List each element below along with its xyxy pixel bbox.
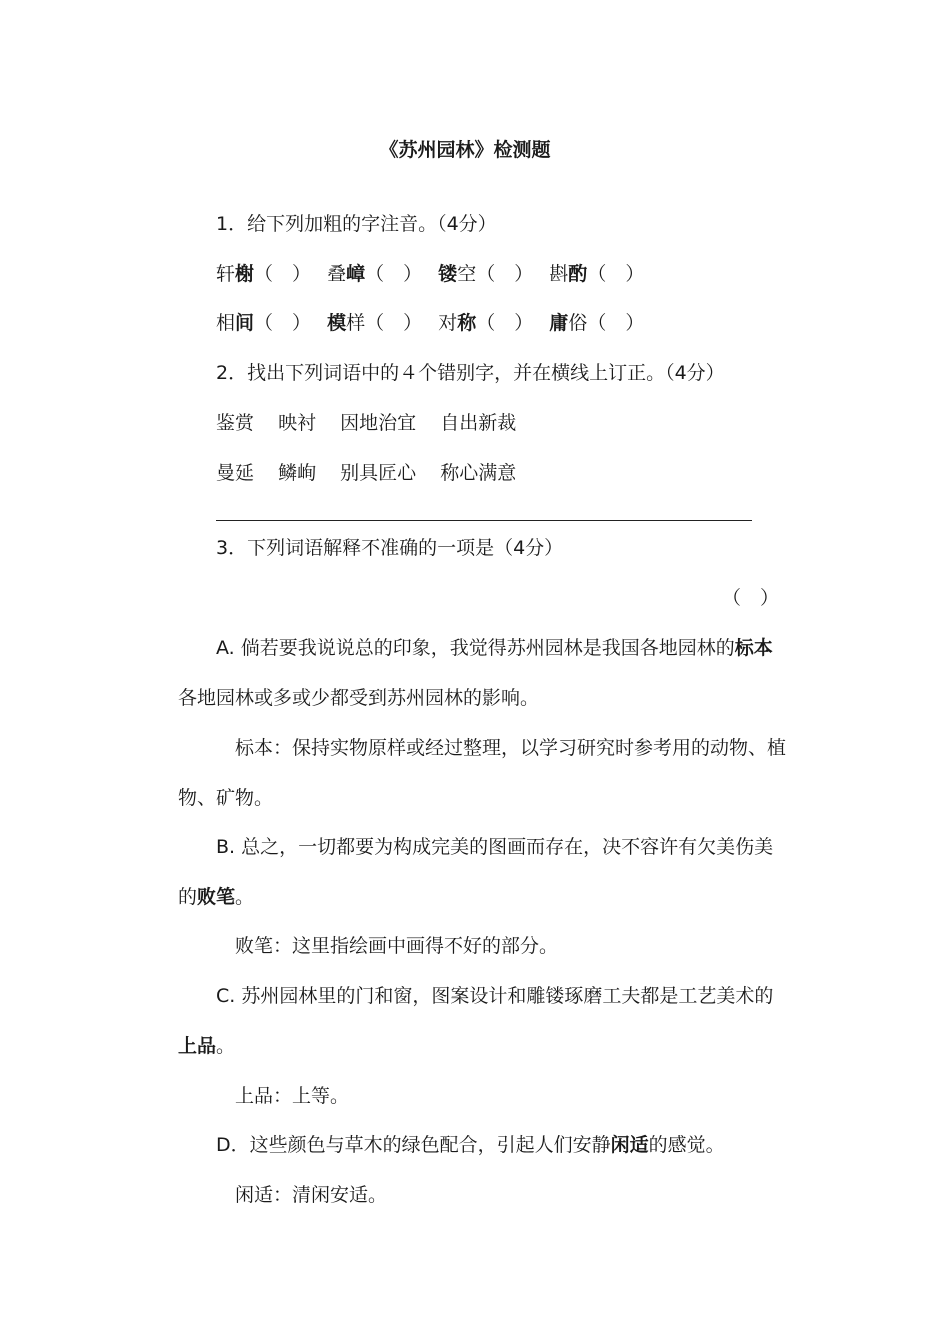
word-item: 鉴赏 (216, 412, 255, 434)
question-1-row-2 (216, 311, 644, 335)
option-c-explain: 上品：上等。 (235, 1085, 350, 1107)
option-d-line-1: D．这些颜色与草木的绿色配合，引起人们安静闲适的感觉。 (216, 1134, 725, 1156)
answer-paren: （ ） (476, 312, 534, 334)
question-2-words-row-2 (216, 461, 516, 485)
answer-paren: （ ） (587, 263, 645, 285)
word-item: 映衬 (278, 412, 317, 434)
option-b-explain: 败笔：这里指绘画中画得不好的部分。 (235, 935, 559, 957)
pinyin-item: 相间（ ） (216, 312, 312, 334)
word-item: 别具匠心 (340, 462, 417, 484)
answer-paren: （ ） (587, 312, 645, 334)
pinyin-item: 轩榭（ ） (216, 263, 312, 285)
option-a-explain-1: 标本：保持实物原样或经过整理，以学习研究时参考用的动物、植 (235, 737, 787, 759)
option-a-line-1: A. 倘若要我说说总的印象，我觉得苏州园林是我国各地园林的标本 (216, 637, 773, 659)
pinyin-item: 镂空（ ） (438, 263, 534, 285)
answer-paren: （ ） (365, 263, 423, 285)
answer-paren: （ ） (476, 263, 534, 285)
pinyin-item: 庸俗（ ） (549, 312, 645, 334)
option-b-line-2: 的败笔。 (178, 886, 255, 908)
question-3-stem: 3．下列词语解释不准确的一项是（4分） (216, 537, 564, 559)
word-item: 因地治宜 (340, 412, 417, 434)
word-item: 自出新裁 (440, 412, 517, 434)
option-b-line-1: B. 总之，一切都要为构成完美的图画而存在，决不容许有欠美伤美 (216, 836, 774, 858)
answer-underline (216, 520, 752, 521)
pinyin-item: 对称（ ） (438, 312, 534, 334)
question-3-answer-paren: （ ） (722, 587, 780, 609)
option-c-line-1: C. 苏州园林里的门和窗，图案设计和雕镂琢磨工夫都是工艺美术的 (216, 985, 774, 1007)
answer-paren: （ ） (254, 263, 312, 285)
option-a-explain-2: 物、矿物。 (178, 787, 274, 809)
word-item: 称心满意 (440, 462, 517, 484)
question-1-row-1 (216, 262, 644, 286)
question-2-words-row-1 (216, 411, 516, 435)
answer-paren: （ ） (365, 312, 423, 334)
pinyin-item: 叠嶂（ ） (327, 263, 423, 285)
word-item: 曼延 (216, 462, 255, 484)
question-1-stem: 1．给下列加粗的字注音。（4分） (216, 213, 497, 235)
answer-paren: （ ） (254, 312, 312, 334)
pinyin-item: 斟酌（ ） (549, 263, 645, 285)
option-c-line-2: 上品。 (178, 1035, 236, 1057)
option-d-explain: 闲适：清闲安适。 (235, 1184, 388, 1206)
page-title: 《苏州园林》检测题 (379, 139, 551, 161)
word-item: 鳞峋 (278, 462, 317, 484)
pinyin-item: 模样（ ） (327, 312, 423, 334)
option-a-line-2: 各地园林或多或少都受到苏州园林的影响。 (178, 687, 540, 709)
question-2-stem: 2．找出下列词语中的４个错别字，并在横线上订正。（4分） (216, 362, 725, 384)
